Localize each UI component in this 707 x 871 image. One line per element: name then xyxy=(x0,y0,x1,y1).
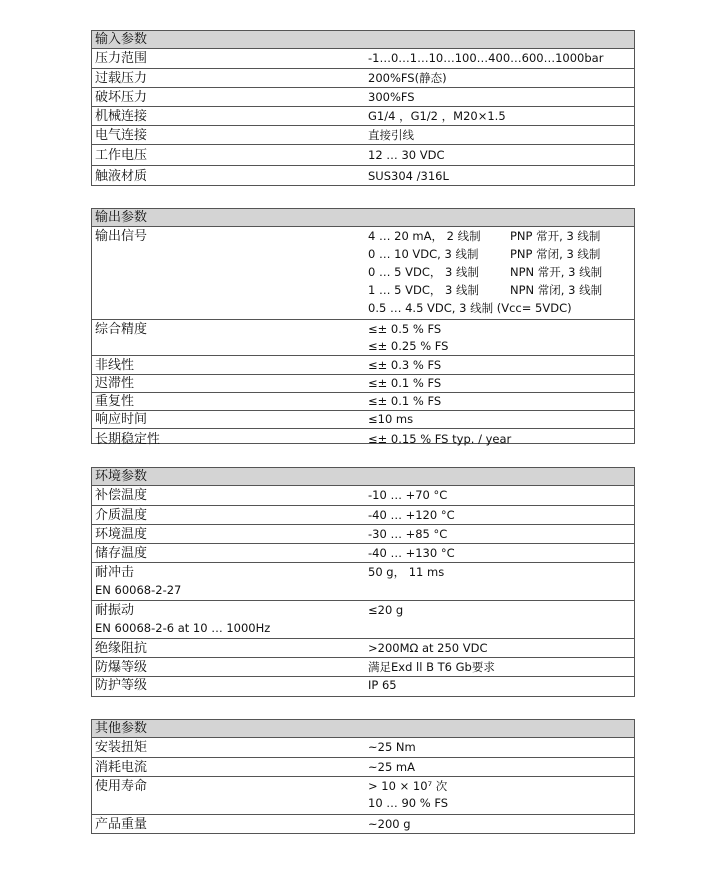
row-value: 300%FS xyxy=(368,90,415,104)
row-value: 50 g， 11 ms xyxy=(368,565,445,579)
row-value: ≤± 0.15 % FS typ. / year xyxy=(368,432,512,446)
row-label: 非线性 xyxy=(95,358,135,373)
signal-value: 4 … 20 mA， 2 线制 xyxy=(368,229,481,243)
row-value: ~25 Nm xyxy=(368,740,416,754)
row-value: SUS304 /316L xyxy=(368,169,449,183)
table-row xyxy=(92,676,634,694)
row-label: 响应时间 xyxy=(95,412,148,427)
row-label: 防护等级 xyxy=(95,678,148,693)
row-value: >200MΩ at 250 VDC xyxy=(368,641,488,655)
signal-value: 0.5 … 4.5 VDC, 3 线制 (Vcc= 5VDC) xyxy=(368,301,572,315)
row-value: -1…0…1…10…100…400…600…1000bar xyxy=(368,51,604,65)
row-label: 储存温度 xyxy=(95,546,148,561)
table-row xyxy=(92,738,634,757)
table-row xyxy=(92,638,634,657)
row-value: IP 65 xyxy=(368,678,397,692)
row-value: 直接引线 xyxy=(368,128,414,142)
row-value: 200%FS(静态) xyxy=(368,71,447,85)
table-row xyxy=(92,165,634,185)
row-value: -40 … +130 °C xyxy=(368,546,455,560)
row-label: 重复性 xyxy=(95,394,135,409)
table-row xyxy=(92,657,634,676)
row-value: ≤± 0.1 % FS xyxy=(368,376,442,390)
row-value: -40 … +120 °C xyxy=(368,508,455,522)
row-label: 输出信号 xyxy=(95,229,148,244)
row-label: 环境温度 xyxy=(95,527,148,542)
environment-parameters-header: 环境参数 xyxy=(92,468,634,486)
table-row-accuracy xyxy=(92,319,634,355)
table-row xyxy=(92,524,634,543)
signal-value: 1 … 5 VDC， 3 线制 xyxy=(368,283,479,297)
row-label: 长期稳定性 xyxy=(95,432,161,447)
table-row xyxy=(92,106,634,125)
row-value: ≤20 g xyxy=(368,603,404,617)
table-row xyxy=(92,125,634,144)
table-row xyxy=(92,543,634,562)
table-row xyxy=(92,355,634,374)
table-row-shock xyxy=(92,562,634,600)
row-label: 安装扭矩 xyxy=(95,740,148,755)
table-row xyxy=(92,87,634,106)
table-row xyxy=(92,68,634,87)
row-value: ≤± 0.25 % FS xyxy=(368,339,449,353)
table-row xyxy=(92,486,634,505)
row-value: -10 … +70 °C xyxy=(368,488,448,502)
row-value: ≤± 0.3 % FS xyxy=(368,358,442,372)
table-row xyxy=(92,392,634,410)
table-row xyxy=(92,428,634,449)
table-row xyxy=(92,49,634,68)
output-parameters-header: 输出参数 xyxy=(92,209,634,227)
row-label: 耐振动 xyxy=(95,603,135,618)
row-label: 补偿温度 xyxy=(95,488,148,503)
row-label: 使用寿命 xyxy=(95,779,148,794)
row-value: 满足Exd ll B T6 Gb要求 xyxy=(368,660,495,674)
row-label: 触液材质 xyxy=(95,169,148,184)
standard-reference: EN 60068-2-6 at 10 … 1000Hz xyxy=(95,621,271,635)
row-value: 10 … 90 % FS xyxy=(368,796,449,810)
row-label: 过载压力 xyxy=(95,71,148,86)
row-label: 介质温度 xyxy=(95,508,148,523)
row-value: ~200 g xyxy=(368,817,411,831)
other-parameters-table xyxy=(91,719,635,834)
row-value: ≤± 0.1 % FS xyxy=(368,394,442,408)
row-label: 综合精度 xyxy=(95,322,148,337)
table-row xyxy=(92,505,634,524)
row-label: 耐冲击 xyxy=(95,565,135,580)
row-label: 迟滞性 xyxy=(95,376,135,391)
row-label: 绝缘阻抗 xyxy=(95,641,148,656)
row-label: 消耗电流 xyxy=(95,760,148,775)
row-label: 机械连接 xyxy=(95,109,148,124)
table-row xyxy=(92,144,634,165)
signal-value: 0 … 10 VDC, 3 线制 xyxy=(368,247,479,261)
row-value: ≤± 0.5 % FS xyxy=(368,322,442,336)
environment-parameters-table xyxy=(91,467,635,697)
row-value: ≤10 ms xyxy=(368,412,414,426)
row-value: ~25 mA xyxy=(368,760,415,774)
input-parameters-header: 输入参数 xyxy=(92,31,634,49)
row-label: 压力范围 xyxy=(95,51,148,66)
other-parameters-header: 其他参数 xyxy=(92,720,634,738)
row-value: G1/4 ，G1/2 ，M20×1.5 xyxy=(368,109,506,123)
signal-switch-type: PNP 常闭, 3 线制 xyxy=(510,247,601,261)
signal-switch-type: NPN 常开, 3 线制 xyxy=(510,265,603,279)
signal-value: 0 … 5 VDC， 3 线制 xyxy=(368,265,479,279)
output-parameters-table xyxy=(91,208,635,447)
row-value: -30 … +85 °C xyxy=(368,527,448,541)
standard-reference: EN 60068-2-27 xyxy=(95,583,182,597)
table-row xyxy=(92,757,634,776)
table-row xyxy=(92,410,634,428)
row-label: 产品重量 xyxy=(95,817,148,832)
row-value: > 10 × 10⁷ 次 xyxy=(368,779,448,793)
table-row-output-signal xyxy=(92,227,634,319)
row-label: 破坏压力 xyxy=(95,90,148,105)
row-label: 防爆等级 xyxy=(95,660,148,675)
table-row-service-life xyxy=(92,776,634,814)
row-value: 12 … 30 VDC xyxy=(368,148,445,162)
table-row-vibration xyxy=(92,600,634,638)
input-parameters-table xyxy=(91,30,635,186)
table-row xyxy=(92,814,634,833)
signal-switch-type: PNP 常开, 3 线制 xyxy=(510,229,601,243)
table-row xyxy=(92,374,634,392)
row-label: 工作电压 xyxy=(95,148,148,163)
row-label: 电气连接 xyxy=(95,128,148,143)
signal-switch-type: NPN 常闭, 3 线制 xyxy=(510,283,603,297)
